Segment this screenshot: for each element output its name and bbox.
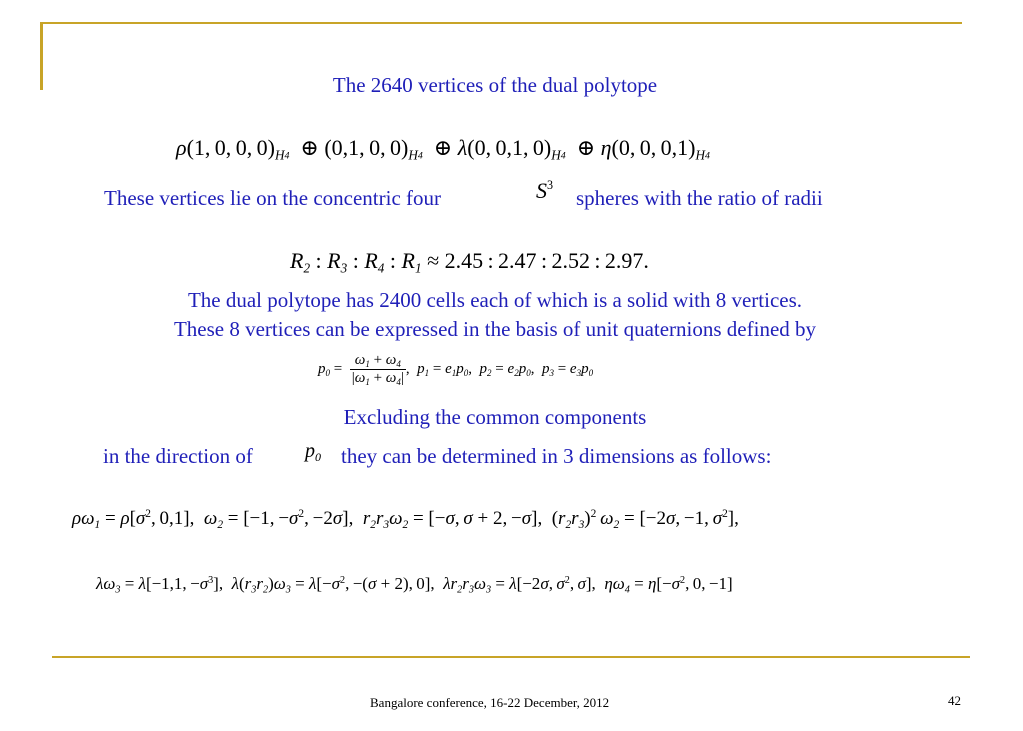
top-accent-line xyxy=(40,22,962,24)
spheres-text-before: These vertices lie on the concentric four xyxy=(104,186,442,210)
direction-symbol: $p_0$ xyxy=(305,440,321,465)
slide-title: The 2640 vertices of the dual polytope xyxy=(332,73,658,97)
formula-lambda-row: $\lambda\omega_3 = \lambda[-1,1$, $-\sigma^3$], $\lambda(r_3r_2)\omega_3 = \lambda[-\sigma^2$, −(σ + 2), 0], $\lambda r_2r_3\omega_3 = \lambda[-2\sigma$, $\sigma^2$, σ], $\eta\omega_4 = \eta[-\sigma^2$, 0, −1] xyxy=(96,574,733,596)
spheres-symbol: $S^3$ xyxy=(536,178,554,204)
formula-vertices: ρ(1, 0, 0, $0)_{H4}$ ⊕ (0,1, 0, $0)_{H4}$ ⊕ λ(0, 0,1, $0)_{H4}$ ⊕ η(0, 0, $0,1)_{H4}$ xyxy=(176,135,710,163)
formula-quaternion-basis: $p_0$ = $\frac{\omega_1 + \omega_4}{|\omega_1 + \omega_4|}$ , $p_1 = e_1p_0$, $p_2 = e_2p_0$, $p_3 = e_3p_0$ xyxy=(318,352,594,388)
cells-line-2: These 8 vertices can be expressed in the basis of unit quaternions defined by xyxy=(173,317,817,341)
cells-line-1: The dual polytope has 2400 cells each of which is a solid with 8 vertices. xyxy=(187,288,803,312)
formula-omega-row: $\rho\omega_1 = \rho[\sigma^2$, 0,1], $\omega_2 = [-1$, $-\sigma^2$, −2σ], $r_2r_3\omega_2 = [-\sigma$, σ + 2, −σ], $(r_2r_3)^2$ $\omega_2 = [-2\sigma$, −1, $\sigma^2$], xyxy=(72,508,739,531)
footer-conference: Bangalore conference, 16-22 December, 2012 xyxy=(370,695,610,710)
direction-text-after: they can be determined in 3 dimensions as follows: xyxy=(341,444,772,468)
footer-page-number: 42 xyxy=(948,693,961,708)
direction-text-before: in the direction of xyxy=(103,444,253,468)
bottom-accent-line xyxy=(52,656,970,658)
excluding-line: Excluding the common components xyxy=(343,405,647,429)
spheres-text-after: spheres with the ratio of radii xyxy=(576,186,823,210)
formula-radii: $R_2$ : $R_3$ : $R_4$ : $R_1 \approx 2.45$ : 2.47 : 2.52 : 2.97. xyxy=(290,248,649,276)
